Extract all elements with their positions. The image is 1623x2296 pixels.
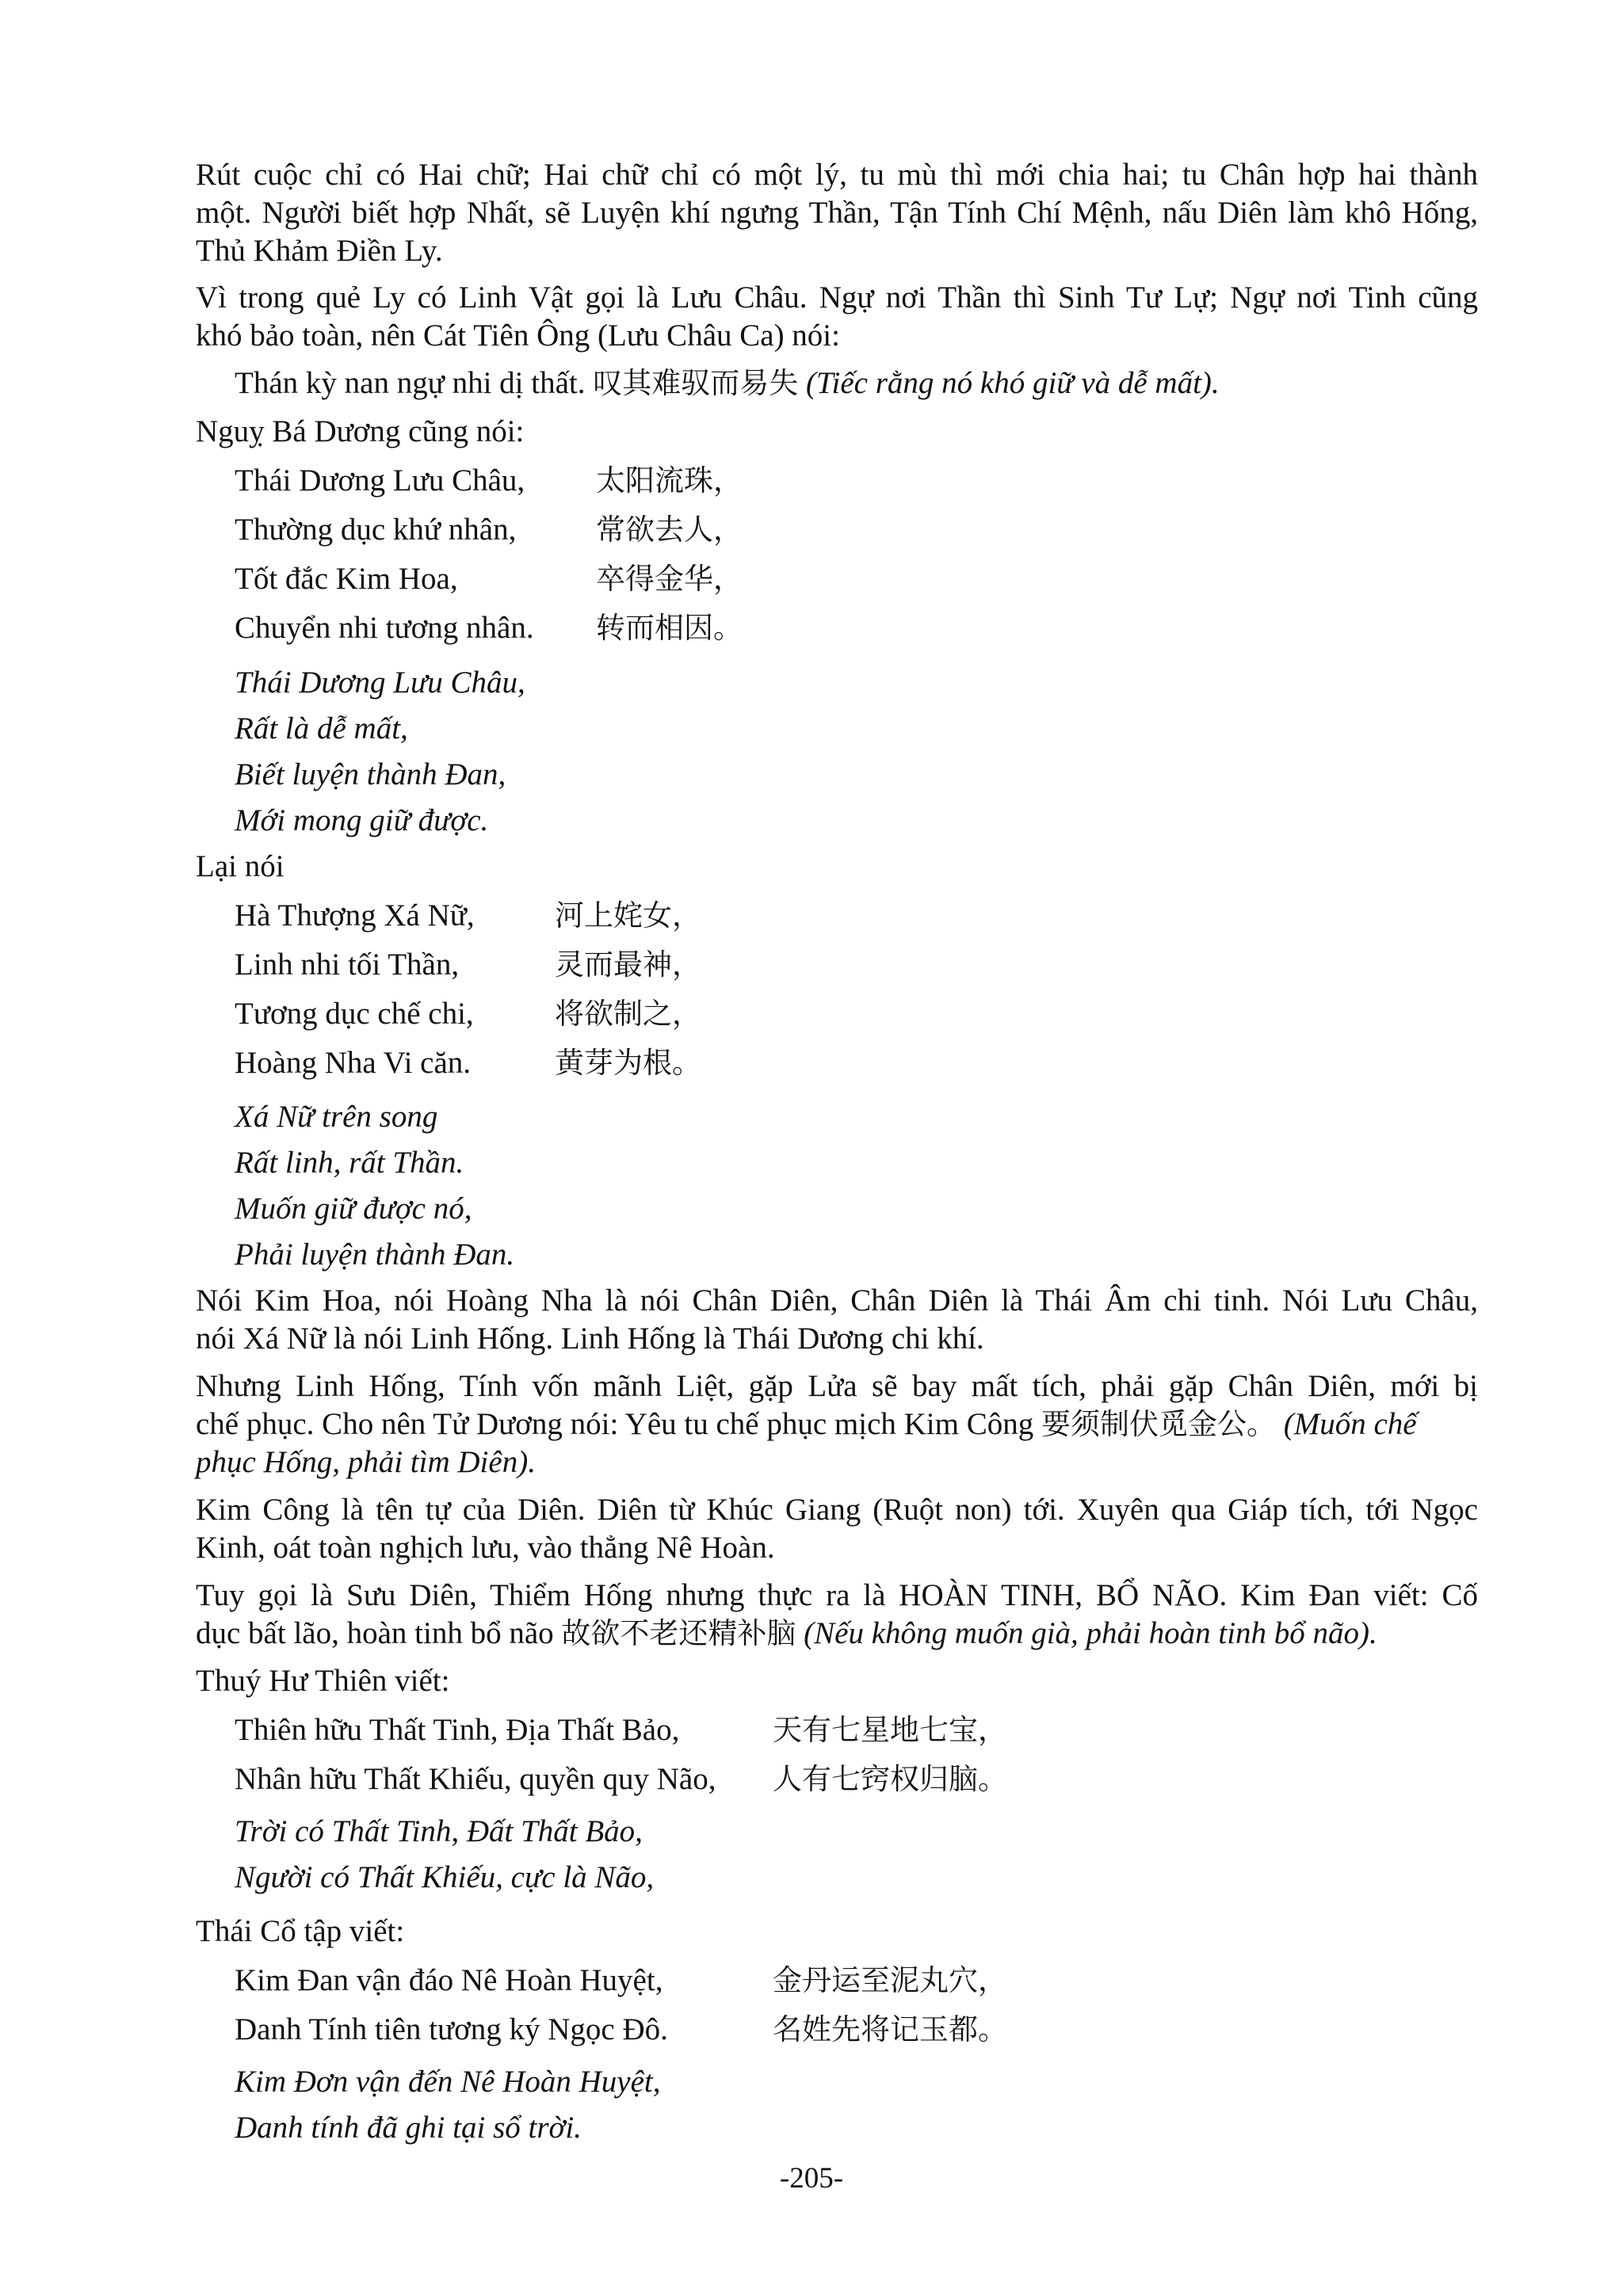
translation-2-line-2: Rất linh, rất Thần. — [235, 1146, 464, 1180]
paragraph-4-line-2-translation: (Muốn chế — [1283, 1407, 1417, 1441]
translation-1-line-1: Thái Dương Lưu Châu, — [235, 666, 525, 700]
paragraph-6-line-2-chinese: 故欲不老还精补脑 — [561, 1616, 796, 1650]
translation-4-line-1: Kim Đơn vận đến Nê Hoàn Huyệt, — [235, 2065, 661, 2099]
translation-1-line-2: Rất là dễ mất, — [235, 711, 408, 746]
paragraph-4-line-2-chinese: 要须制伏觅金公。 — [1041, 1407, 1276, 1441]
translation-1-line-3: Biết luyện thành Đan, — [235, 757, 506, 791]
translation-3-line-2: Người có Thất Khiếu, cực là Não, — [235, 1860, 655, 1894]
paragraph-6-line-2-text: dục bất lão, hoàn tinh bổ não — [196, 1616, 554, 1650]
verse-1-line-2-vi: Thường dục khứ nhân, — [235, 513, 517, 547]
paragraph-4-line-2 — [196, 1405, 1478, 1444]
verse-2-line-1-cn: 河上姹女， — [555, 898, 701, 933]
quote-1-chinese: 叹其难驭而易失 — [593, 366, 799, 400]
paragraph-4-line-3: phục Hống, phải tìm Diên). — [196, 1445, 536, 1479]
translation-2-line-4: Phải luyện thành Đan. — [235, 1238, 515, 1272]
page-number: -205- — [779, 2162, 844, 2195]
quote-1-vietnamese: Thán kỳ nan ngự nhi dị thất. — [235, 366, 586, 400]
paragraph-6-line-2-translation: (Nếu không muốn già, phải hoàn tinh bổ não). — [804, 1616, 1377, 1650]
verse-1-line-2-cn: 常欲去人， — [596, 513, 743, 547]
verse-2-line-1-vi: Hà Thượng Xá Nữ, — [235, 898, 475, 933]
intro-thai-co-tap: Thái Cổ tập viết: — [196, 1914, 405, 1948]
verse-1-line-1-cn: 太阳流珠， — [596, 463, 743, 498]
paragraph-5-line-1: Kim Công là tên tự của Diên. Diên từ Khúc Giang (Ruột non) tới. Xuyên qua Giáp tích, tới Ngọc — [196, 1493, 1478, 1527]
verse-3-line-1-vi: Thiên hữu Thất Tinh, Địa Thất Bảo, — [235, 1713, 680, 1747]
verse-2-line-3-vi: Tương dục chế chi, — [235, 997, 474, 1031]
verse-4-line-2-vi: Danh Tính tiên tương ký Ngọc Đô. — [235, 2012, 668, 2046]
verse-1-line-3-vi: Tốt đắc Kim Hoa, — [235, 562, 458, 596]
verse-2-line-4-vi: Hoàng Nha Vi căn. — [235, 1046, 472, 1080]
verse-4-line-2-cn: 名姓先将记玉都。 — [773, 2012, 1007, 2046]
verse-2-line-4-cn: 黄芽为根。 — [555, 1046, 701, 1080]
paragraph-6-line-2 — [196, 1615, 1377, 1653]
translation-2-line-3: Muốn giữ được nó, — [235, 1192, 472, 1226]
quote-1-translation: (Tiếc rằng nó khó giữ và dễ mất). — [805, 366, 1220, 400]
paragraph-2-line-1: Vì trong quẻ Ly có Linh Vật gọi là Lưu Châu. Ngự nơi Thần thì Sinh Tư Lự; Ngự nơi Tinh cũng — [196, 280, 1478, 315]
verse-2-line-3-cn: 将欲制之， — [555, 997, 701, 1031]
paragraph-3-line-1: Nói Kim Hoa, nói Hoàng Nha là nói Chân Diên, Chân Diên là Thái Âm chi tinh. Nói Lưu Châu, — [196, 1283, 1478, 1318]
quote-1 — [235, 364, 1220, 402]
translation-2-line-1: Xá Nữ trên song — [235, 1100, 438, 1134]
verse-1-line-1-vi: Thái Dương Lưu Châu, — [235, 463, 525, 498]
verse-1-line-4-cn: 转而相因。 — [596, 611, 743, 645]
paragraph-2-line-2: khó bảo toàn, nên Cát Tiên Ông (Lưu Châu Ca) nói: — [196, 318, 840, 353]
paragraph-5-line-2: Kinh, oát toàn nghịch lưu, vào thẳng Nê Hoàn. — [196, 1531, 775, 1565]
paragraph-3-line-2: nói Xá Nữ là nói Linh Hống. Linh Hống là Thái Dương chi khí. — [196, 1322, 984, 1356]
verse-1-line-3-cn: 卒得金华， — [596, 562, 743, 596]
verse-4-line-1-vi: Kim Đan vận đáo Nê Hoàn Huyệt, — [235, 1963, 663, 1997]
translation-3-line-1: Trời có Thất Tinh, Đất Thất Bảo, — [235, 1814, 643, 1848]
translation-4-line-2: Danh tính đã ghi tại sổ trời. — [235, 2111, 582, 2145]
paragraph-6-line-1: Tuy gọi là Sưu Diên, Thiểm Hống nhưng thực ra là HOÀN TINH, BỔ NÃO. Kim Đan viết: Cố — [196, 1578, 1478, 1612]
intro-nguy-ba-duong: Nguỵ Bá Dương cũng nói: — [196, 414, 525, 448]
paragraph-1-line-3: Thủ Khảm Điền Ly. — [196, 234, 443, 268]
paragraph-1-line-1: Rút cuộc chỉ có Hai chữ; Hai chữ chỉ có một lý, tu mù thì mới chia hai; tu Chân hợp hai thành — [196, 158, 1478, 192]
paragraph-1-line-2: một. Người biết hợp Nhất, sẽ Luyện khí ngưng Thần, Tận Tính Chí Mệnh, nấu Diên làm khô Hống, — [196, 196, 1478, 230]
verse-1-line-4-vi: Chuyển nhi tương nhân. — [235, 611, 534, 645]
intro-thuy-hu-thien: Thuý Hư Thiên viết: — [196, 1664, 450, 1698]
intro-lai-noi: Lại nói — [196, 849, 285, 883]
verse-2-line-2-vi: Linh nhi tối Thần, — [235, 948, 460, 982]
verse-3-line-2-cn: 人有七窍权归脑。 — [773, 1762, 1007, 1796]
verse-4-line-1-cn: 金丹运至泥丸穴， — [773, 1963, 1007, 1997]
verse-3-line-1-cn: 天有七星地七宝， — [773, 1713, 1007, 1747]
verse-3-line-2-vi: Nhân hữu Thất Khiếu, quyền quy Não, — [235, 1762, 716, 1796]
paragraph-4-line-1: Nhưng Linh Hống, Tính vốn mãnh Liệt, gặp Lửa sẽ bay mất tích, phải gặp Chân Diên, mới bị — [196, 1369, 1478, 1403]
verse-2-line-2-cn: 灵而最神， — [555, 948, 701, 982]
paragraph-4-line-2-text: chế phục. Cho nên Tử Dương nói: Yêu tu chế phục mịch Kim Công — [196, 1407, 1034, 1441]
translation-1-line-4: Mới mong giữ được. — [235, 803, 489, 837]
